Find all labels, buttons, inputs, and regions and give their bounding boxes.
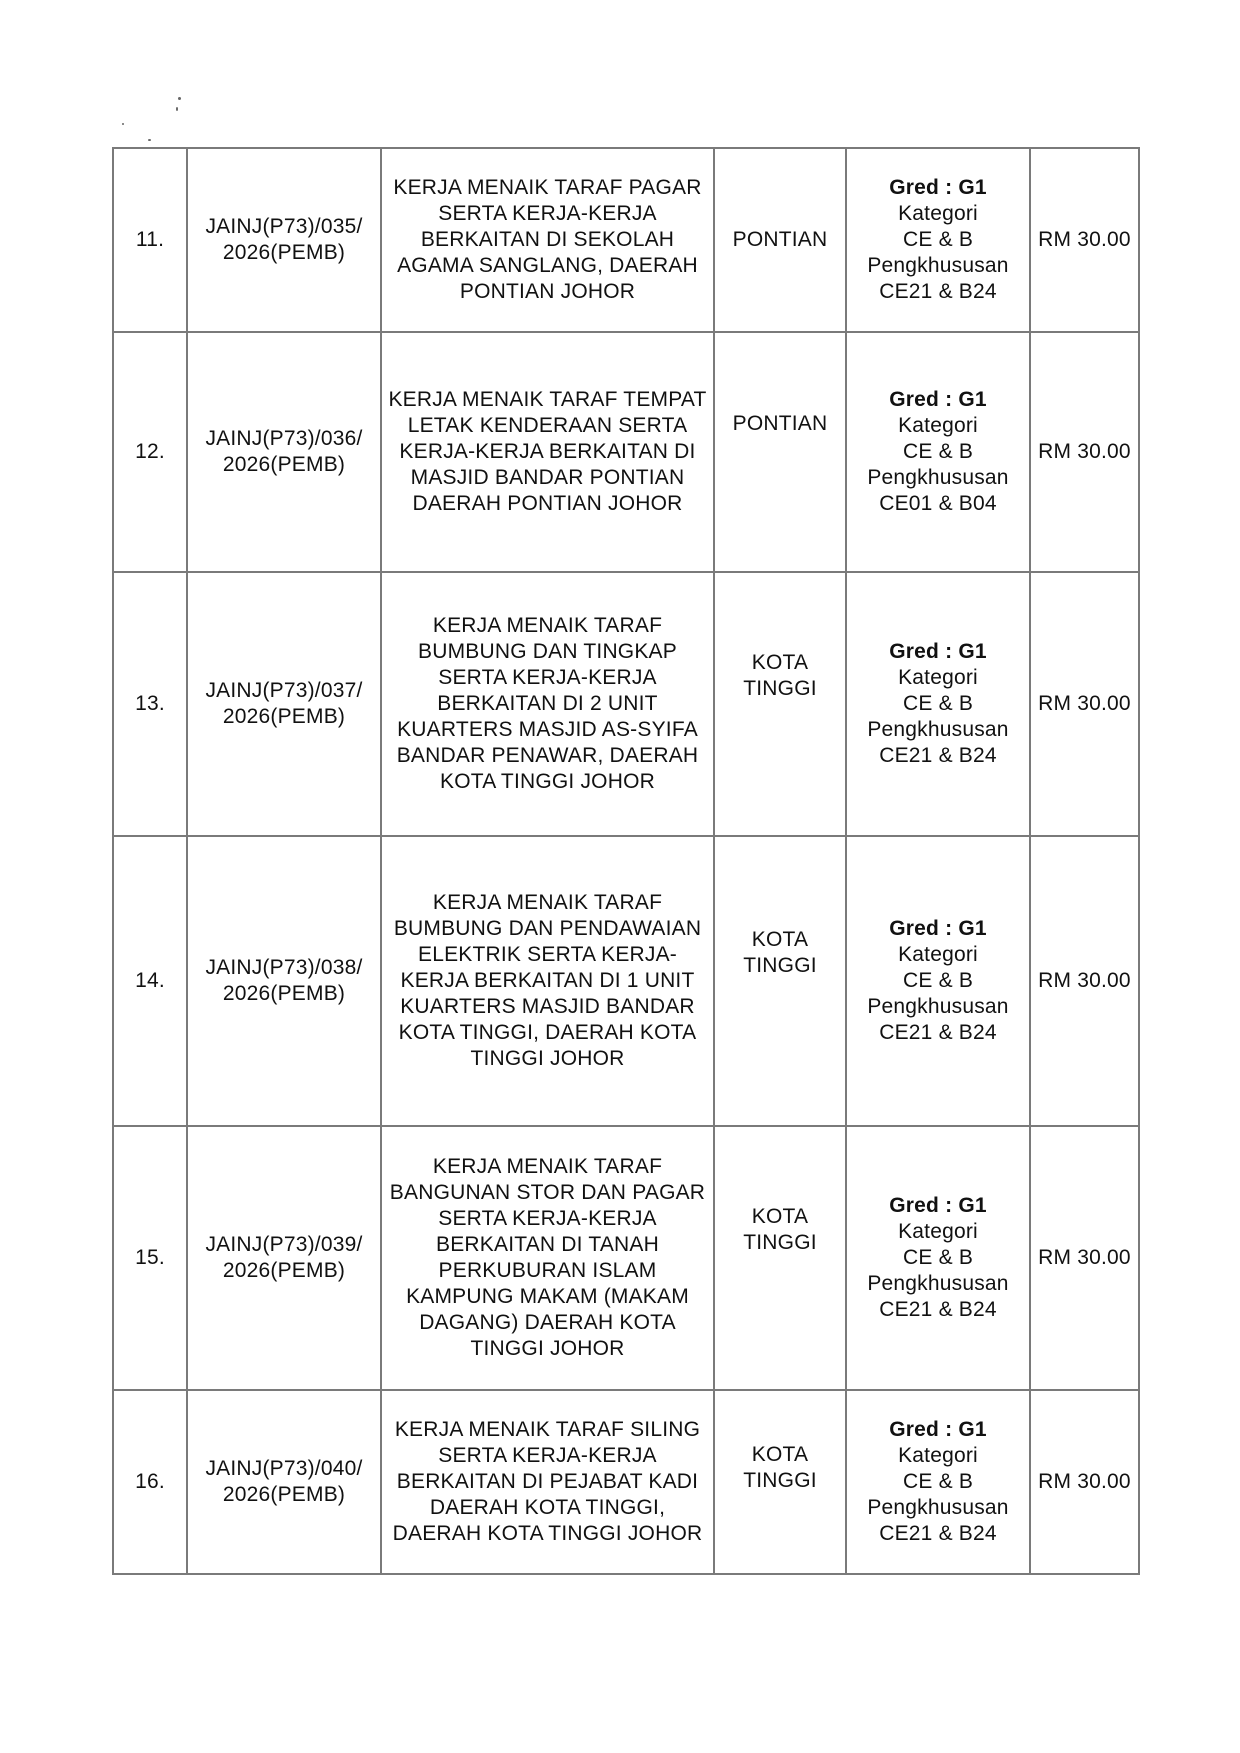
reference-line-1: JAINJ(P73)/036/: [205, 427, 363, 450]
district-text: KOTA TINGGI: [743, 1443, 817, 1492]
document-fee: RM 30.00: [1030, 572, 1139, 836]
category-value: CE & B: [902, 969, 974, 992]
reference-line-1: JAINJ(P73)/035/: [205, 215, 363, 238]
document-fee: RM 30.00: [1030, 836, 1139, 1126]
reference-number: [187, 332, 381, 572]
district-text: PONTIAN: [732, 412, 828, 435]
district-text: KOTA TINGGI: [743, 1205, 817, 1254]
category-label: Kategori: [898, 1444, 978, 1467]
reference-line-2: 2026(PEMB): [222, 241, 346, 264]
scan-specks: [120, 95, 190, 155]
grade: Gred : G1: [889, 640, 987, 663]
reference-number: [187, 836, 381, 1126]
specialization-label: Pengkhususan: [867, 1272, 1009, 1295]
reference-line-1: JAINJ(P73)/038/: [205, 956, 363, 979]
district: [714, 836, 846, 1126]
table-row: [113, 572, 1139, 836]
row-number: 14.: [113, 836, 187, 1126]
reference-line-2: 2026(PEMB): [222, 705, 346, 728]
district-text: KOTA TINGGI: [743, 928, 817, 977]
contractor-class: [846, 332, 1030, 572]
table-row: [113, 1390, 1139, 1574]
reference-line-2: 2026(PEMB): [222, 453, 346, 476]
category-value: CE & B: [902, 228, 974, 251]
category-value: CE & B: [902, 1246, 974, 1269]
reference-line-1: JAINJ(P73)/037/: [205, 679, 363, 702]
reference-number: [187, 148, 381, 332]
reference-line-1: JAINJ(P73)/039/: [205, 1233, 363, 1256]
document-fee: RM 30.00: [1030, 1390, 1139, 1574]
row-number: 15.: [113, 1126, 187, 1390]
document-fee: RM 30.00: [1030, 148, 1139, 332]
district: [714, 1126, 846, 1390]
category-value: CE & B: [902, 440, 974, 463]
contractor-class: [846, 1390, 1030, 1574]
specialization-label: Pengkhususan: [867, 466, 1009, 489]
table-row: [113, 836, 1139, 1126]
district: PONTIAN: [714, 148, 846, 332]
row-number: 16.: [113, 1390, 187, 1574]
specialization-value: CE21 & B24: [879, 1021, 997, 1044]
grade: Gred : G1: [889, 917, 987, 940]
specialization-label: Pengkhususan: [867, 718, 1009, 741]
table-row: [113, 148, 1139, 332]
specialization-label: Pengkhususan: [867, 1496, 1009, 1519]
contractor-class: [846, 836, 1030, 1126]
project-title: KERJA MENAIK TARAF PAGAR SERTA KERJA-KERJA BERKAITAN DI SEKOLAH AGAMA SANGLANG, DAERAH PONTIAN JOHOR: [381, 148, 714, 332]
reference-line-2: 2026(PEMB): [222, 982, 346, 1005]
reference-line-1: JAINJ(P73)/040/: [205, 1457, 363, 1480]
grade: Gred : G1: [889, 1418, 987, 1441]
tender-table: [112, 147, 1140, 1575]
reference-number: [187, 1126, 381, 1390]
project-title: KERJA MENAIK TARAF BANGUNAN STOR DAN PAGAR SERTA KERJA-KERJA BERKAITAN DI TANAH PERKUBURAN ISLAM KAMPUNG MAKAM (MAKAM DAGANG) DAERAH KOTA TINGGI JOHOR: [381, 1126, 714, 1390]
project-title: KERJA MENAIK TARAF BUMBUNG DAN TINGKAP SERTA KERJA-KERJA BERKAITAN DI 2 UNIT KUARTERS MASJID AS-SYIFA BANDAR PENAWAR, DAERAH KOTA TINGGI JOHOR: [381, 572, 714, 836]
grade: Gred : G1: [889, 1194, 987, 1217]
table-row: [113, 332, 1139, 572]
reference-number: [187, 1390, 381, 1574]
project-title: KERJA MENAIK TARAF BUMBUNG DAN PENDAWAIAN ELEKTRIK SERTA KERJA-KERJA BERKAITAN DI 1 UNIT KUARTERS MASJID BANDAR KOTA TINGGI, DAERAH KOTA TINGGI JOHOR: [381, 836, 714, 1126]
contractor-class: [846, 148, 1030, 332]
project-title: KERJA MENAIK TARAF SILING SERTA KERJA-KERJA BERKAITAN DI PEJABAT KADI DAERAH KOTA TINGGI, DAERAH KOTA TINGGI JOHOR: [381, 1390, 714, 1574]
row-number: 11.: [113, 148, 187, 332]
category-label: Kategori: [898, 414, 978, 437]
specialization-value: CE21 & B24: [879, 744, 997, 767]
reference-line-2: 2026(PEMB): [222, 1259, 346, 1282]
category-value: CE & B: [902, 1470, 974, 1493]
category-value: CE & B: [902, 692, 974, 715]
specialization-value: CE21 & B24: [879, 280, 997, 303]
document-fee: RM 30.00: [1030, 332, 1139, 572]
specialization-value: CE21 & B24: [879, 1298, 997, 1321]
specialization-label: Pengkhususan: [867, 995, 1009, 1018]
specialization-value: CE21 & B24: [879, 1522, 997, 1545]
district: [714, 332, 846, 572]
specialization-label: Pengkhususan: [867, 254, 1009, 277]
category-label: Kategori: [898, 666, 978, 689]
category-label: Kategori: [898, 943, 978, 966]
specialization-value: CE01 & B04: [879, 492, 997, 515]
reference-number: [187, 572, 381, 836]
contractor-class: [846, 1126, 1030, 1390]
category-label: Kategori: [898, 1220, 978, 1243]
row-number: 13.: [113, 572, 187, 836]
district: [714, 572, 846, 836]
grade: Gred : G1: [889, 176, 987, 199]
document-fee: RM 30.00: [1030, 1126, 1139, 1390]
reference-line-2: 2026(PEMB): [222, 1483, 346, 1506]
district-text: KOTA TINGGI: [743, 651, 817, 700]
grade: Gred : G1: [889, 388, 987, 411]
contractor-class: [846, 572, 1030, 836]
district: [714, 1390, 846, 1574]
category-label: Kategori: [898, 202, 978, 225]
row-number: 12.: [113, 332, 187, 572]
table-row: [113, 1126, 1139, 1390]
project-title: KERJA MENAIK TARAF TEMPAT LETAK KENDERAAN SERTA KERJA-KERJA BERKAITAN DI MASJID BANDAR PONTIAN DAERAH PONTIAN JOHOR: [381, 332, 714, 572]
